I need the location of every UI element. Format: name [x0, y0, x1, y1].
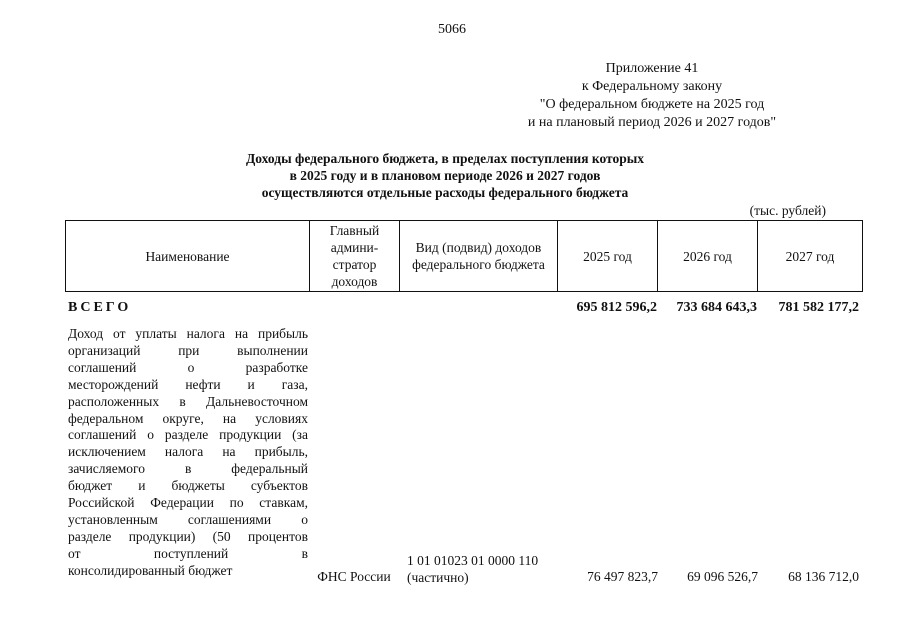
description-line: федеральном округе, на условиях	[68, 410, 308, 426]
appendix-line-4: и на плановый период 2026 и 2027 годов"	[527, 115, 777, 130]
type-header-line-2: федерального бюджета	[412, 257, 545, 272]
income-2026: 69 096 526,7	[687, 569, 758, 584]
income-description	[68, 326, 308, 580]
column-header-2025: 2025 год	[558, 221, 658, 292]
description-line: разделе продукции) (50 процентов	[68, 528, 308, 544]
description-line: от поступлений в	[68, 545, 308, 561]
title-line-1: Доходы федерального бюджета, в пределах поступления которых	[245, 151, 645, 166]
title-line-2: в 2025 году и в плановом периоде 2026 и 2027 годов	[289, 168, 601, 183]
column-header-administrator	[310, 221, 400, 292]
description-line: соглашений о разделе продукции (за	[68, 427, 308, 443]
appendix-line-3: "О федеральном бюджете на 2025 год	[539, 97, 765, 112]
units-label: (тыс. рублей)	[749, 203, 826, 218]
income-code-line-2: (частично)	[407, 570, 469, 585]
income-code-line-1: 1 01 01023 01 0000 110	[407, 553, 539, 568]
admin-header-line-3: стратор	[332, 257, 377, 272]
admin-header-line-2: админи-	[330, 240, 379, 255]
total-2026: 733 684 643,3	[676, 300, 757, 315]
description-line: соглашений о разработке	[68, 359, 308, 375]
total-2027: 781 582 177,2	[778, 300, 859, 315]
column-header-2026: 2026 год	[658, 221, 758, 292]
admin-header-line-4: доходов	[331, 274, 378, 289]
column-header-name: Наименование	[66, 221, 310, 292]
income-code	[407, 552, 562, 586]
description-line: месторождений нефти и газа,	[68, 376, 308, 392]
title-line-3: осуществляются отдельные расходы федерального бюджета	[261, 185, 629, 200]
admin-header-line-1: Главный	[329, 223, 380, 238]
description-line: расположенных в Дальневосточном	[68, 393, 308, 409]
income-2025: 76 497 823,7	[587, 569, 658, 584]
description-line: Российской Федерации по ставкам,	[68, 495, 308, 511]
appendix-reference	[492, 60, 812, 132]
income-2027: 68 136 712,0	[788, 569, 859, 584]
column-header-2027: 2027 год	[758, 221, 863, 292]
total-2025: 695 812 596,2	[576, 300, 657, 315]
description-line: установленным соглашениями о	[68, 511, 308, 527]
appendix-line-2: к Федеральному закону	[581, 79, 723, 94]
description-line: зачисляемого в федеральный	[68, 461, 308, 477]
description-line: Доход от уплаты налога на прибыль	[68, 326, 308, 341]
document-title	[150, 150, 740, 201]
appendix-line-1: Приложение 41	[605, 61, 699, 76]
page-number: 5066	[438, 22, 466, 37]
total-label: ВСЕГО	[68, 300, 132, 315]
column-header-income-type	[400, 221, 558, 292]
description-line: консолидированный бюджет	[68, 562, 233, 578]
type-header-line-1: Вид (подвид) доходов	[415, 240, 542, 255]
total-row	[65, 300, 862, 318]
description-line: бюджет и бюджеты субъектов	[68, 478, 308, 494]
income-administrator: ФНС России	[317, 569, 391, 584]
description-line: исключением налога на прибыль,	[68, 444, 308, 460]
table-header	[65, 220, 863, 292]
description-line: организаций при выполнении	[68, 342, 308, 358]
